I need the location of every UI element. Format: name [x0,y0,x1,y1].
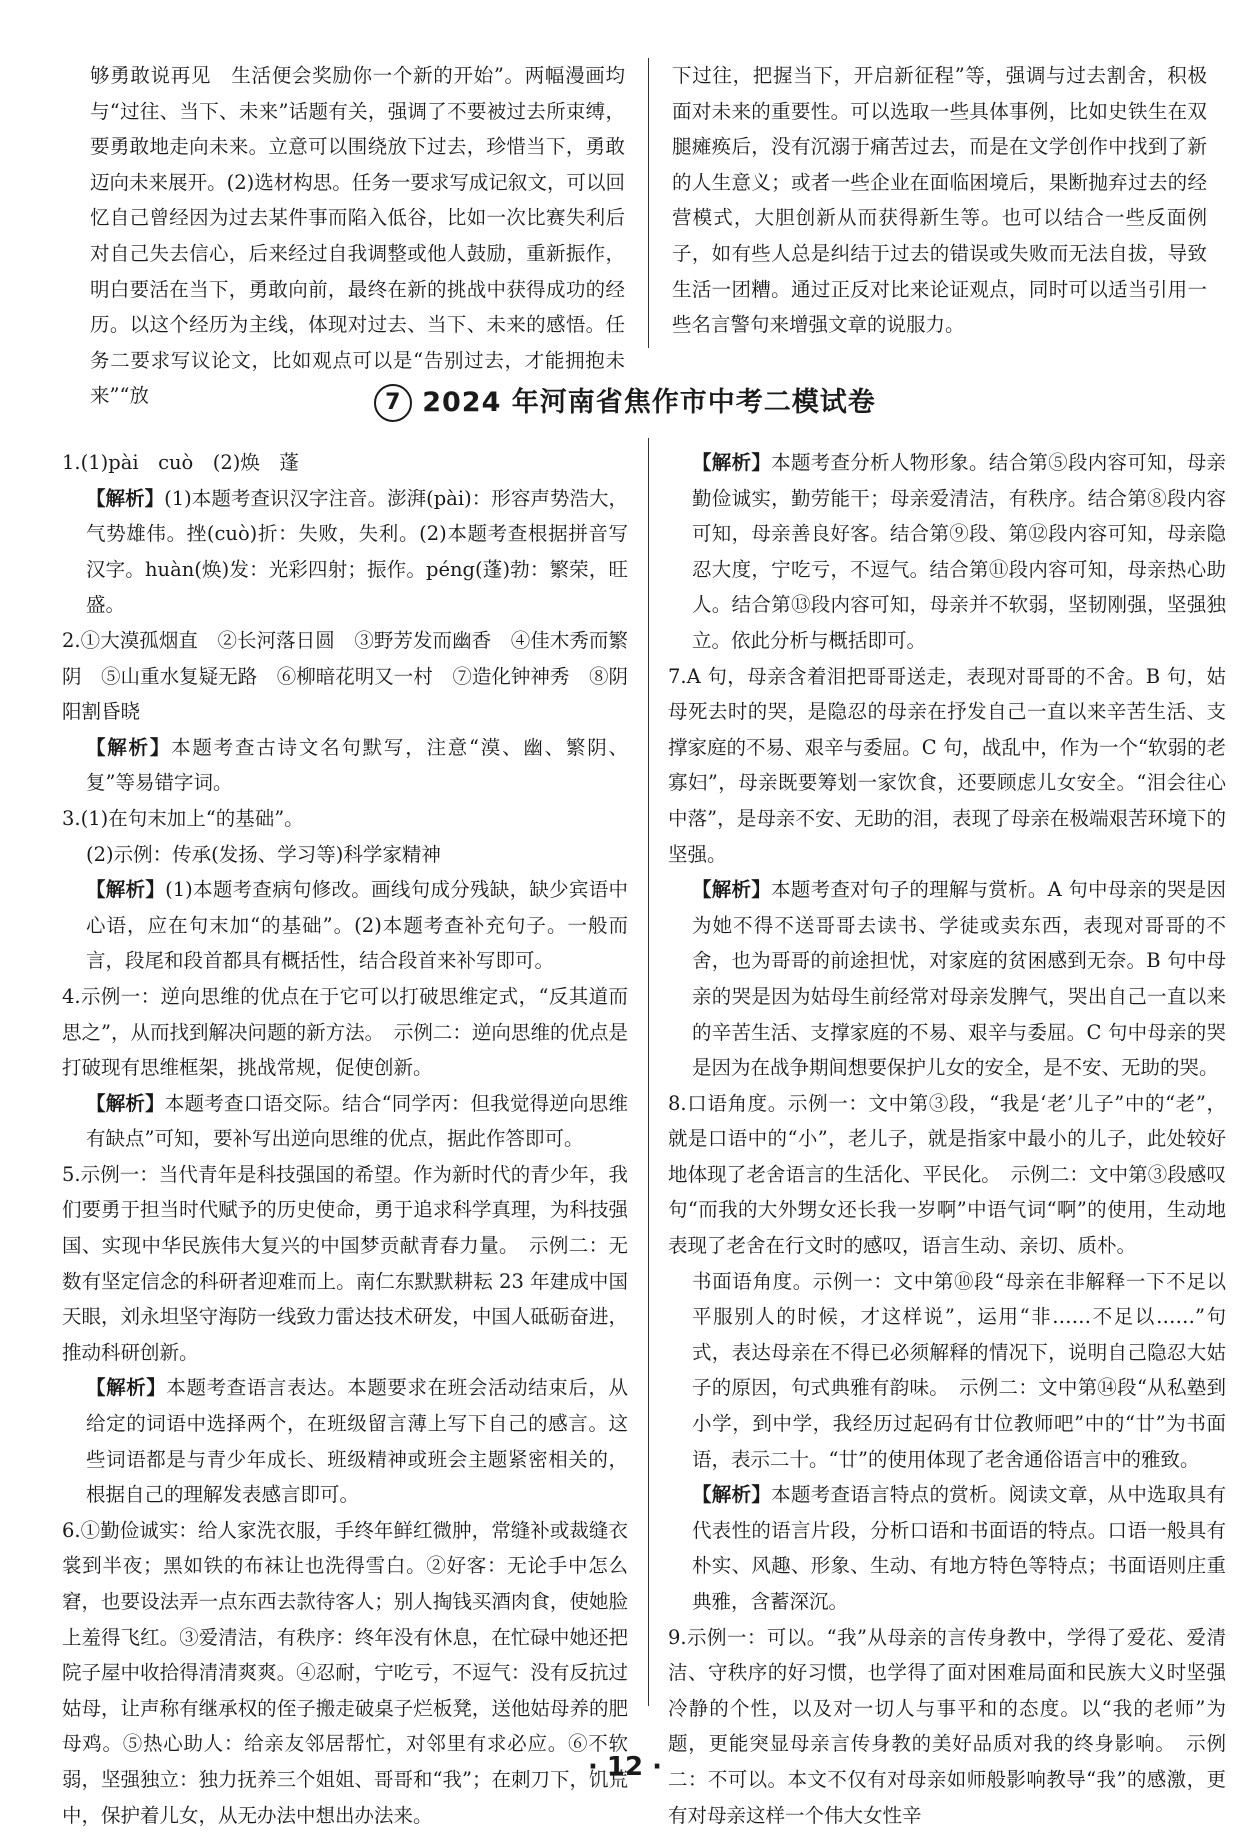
item-text: A 句，母亲含着泪把哥哥送走，表现对哥哥的不舍。B 句，姑母死去时的哭，是隐忍的母亲在抒发自己一直以来辛苦生活、支撑家庭的不易、艰辛与委屈。C 句，战乱中，作为一个“软弱的老寡妇”，母亲既要筹划一家饮食，还要顾虑儿女安全。“泪会往心中落”，是母亲不安、无助的泪，表现了母亲在极端艰苦环境下的坚强。 [668,664,1226,866]
analysis-paragraph [62,1370,628,1512]
item-text: 本题考查古诗文名句默写，注意“漠、幽、繁阴、复”等易错字词。 [86,735,628,795]
item-text: (1)本题考查识汉字注音。澎湃(pài)：形容声势浩大，气势雄伟。挫(cuò)折：失败，失利。(2)本题考查根据拼音写汉字。huàn(焕)发：光彩四射；振作。péng(蓬)勃：繁荣，旺盛。 [86,486,628,617]
item-number: 3. [62,806,81,830]
item-text: (1)在句末加上“的基础”。 [80,806,304,830]
item-number: 7. [668,664,687,688]
analysis-label: 【解析】 [86,486,165,510]
top-left-text: 够勇敢说再见 生活便会奖励你一个新的开始”。两幅漫画均与“过往、当下、未来”话题有关，强调了不要被过去所束缚，要勇敢地走向未来。立意可以围绕放下过去，珍惜当下，勇敢迈向未来展开。(2)选材构思。任务一要求写成记叙文，可以回忆自己曾经因为过去某件事而陷入低谷，比如一次比赛失利后对自己失去信心，后来经过自我调整或他人鼓励，重新振作，明白要活在当下，勇敢向前，最终在新的挑战中获得成功的经历。以这个经历为主线，体现对过去、当下、未来的感悟。任务二要求写议论文，比如观点可以是“告别过去，才能拥抱未来”“放 [90,64,625,408]
item-number: 5. [62,1162,81,1186]
item-text: ①大漠孤烟直 ②长河落日圆 ③野芳发而幽香 ④佳木秀而繁阴 ⑤山重水复疑无路 ⑥柳暗花明又一村 ⑦造化钟神秀 ⑧阴阳割昏晓 [62,628,628,724]
item-number: 1. [62,451,81,474]
item-text: 口语角度。示例一：文中第③段，“我是‘老’儿子”中的“老”，就是口语中的“小”，老儿子，就是指家中最小的儿子，此处较好地体现了老舍语言的生活化、平民化。 示例二：文中第③段感叹句“而我的大外甥女还长我一岁啊”中语气词“啊”的使用，生动地表现了老舍在行文时的感叹，语言生动、亲切、质朴。 [668,1091,1226,1258]
analysis-paragraph [62,730,628,801]
answer-item [668,1264,1226,1478]
item-text: 本题考查口语交际。结合“同学丙：但我觉得逆向思维有缺点”可知，要补写出逆向思维的优点，据此作答即可。 [86,1091,628,1151]
answer-item [62,445,628,481]
analysis-paragraph [62,1086,628,1157]
answer-item [62,979,628,1086]
analysis-label: 【解析】 [86,878,166,902]
analysis-label: 【解析】 [86,735,172,759]
answer-column-right [668,445,1226,1833]
column-divider-main [648,438,649,1706]
item-text: (1)本题考查病句修改。画线句成分残缺，缺少宾语中心语，应在句末加“的基础”。(2)本题考查补充句子。一般而言，段尾和段首都具有概括性，结合段首来补写即可。 [86,878,628,973]
item-text: 示例一：逆向思维的优点在于它可以打破思维定式，“反其道而思之”，从而找到解决问题的新方法。 示例二：逆向思维的优点是打破现有思维框架，挑战常规，促使创新。 [62,984,628,1080]
analysis-paragraph [668,872,1226,1086]
analysis-label: 【解析】 [692,451,772,474]
answer-item [62,1157,628,1371]
item-text: 示例一：可以。“我”从母亲的言传身教中，学得了爱花、爱清洁、守秩序的好习惯，也学得了面对困难局面和民族大义时坚强冷静的个性，以及对一切人与事平和的态度。以“我的老师”为题，更能突显母亲言传身教的美好品质对我的终身影响。 示例二：不可以。本文不仅有对母亲如师般影响教导“我”的感激，更有对母亲这样一个伟大女性辛 [668,1625,1226,1827]
item-text: 书面语角度。示例一：文中第⑩段“母亲在非解释一下不足以平服别人的时候，才这样说”，运用“非……不足以……”句式，表达母亲在不得已必须解释的情况下，说明自己隐忍大姑子的原因，句式典雅有韵味。 示例二：文中第⑭段“从私塾到小学，到中学，我经历过起码有廿位教师吧”中的“廿”为书面语，表示二十。“廿”的使用体现了老舍通俗语言中的雅致。 [692,1269,1226,1471]
analysis-label: 【解析】 [692,878,772,902]
answer-item [62,1513,628,1833]
top-right-text: 下过往，把握当下，开启新征程”等，强调与过去割舍，积极面对未来的重要性。可以选取一些具体事例，比如史铁生在双腿瘫痪后，没有沉溺于痛苦过去，而是在文学创作中找到了新的人生意义；或者一些企业在面临困境后，果断抛弃过去的经营模式，大胆创新从而获得新生等。也可以结合一些反面例子，如有些人总是纠结于过去的错误或失败而无法自拔，导致生活一团糟。通过正反对比来论证观点，同时可以适当引用一些名言警句来增强文章的说服力。 [672,64,1207,337]
analysis-paragraph [668,445,1226,659]
item-number: 2. [62,628,81,652]
answer-item [62,801,628,837]
item-number: 8. [668,1091,687,1115]
section-title-text: 2024 年河南省焦作市中考二模试卷 [422,387,876,418]
page-number: · 12 · [587,1752,663,1782]
answer-column-left [62,445,628,1833]
item-number: 9. [668,1625,687,1649]
item-text: 示例一：当代青年是科技强国的希望。作为新时代的青少年，我们要勇于担当时代赋予的历史使命，勇于追求科学真理，为科技强国、实现中华民族伟大复兴的中国梦贡献青春力量。 示例二：无数有坚定信念的科研者迎难而上。南仁东默默耕耘 23 年建成中国天眼，刘永坦坚守海防一线致力雷达技术研发，中国人砥砺奋进，推动科研创新。 [62,1162,628,1364]
analysis-label: 【解析】 [692,1483,772,1507]
answer-item [62,623,628,730]
top-left-column [90,58,625,414]
answer-item [668,1086,1226,1264]
item-text: 本题考查语言特点的赏析。阅读文章，从中选取具有代表性的语言片段，分析口语和书面语的特点。口语一般具有朴实、风趣、形象、生动、有地方特色等特点；书面语则庄重典雅，含蓄深沉。 [692,1483,1226,1613]
analysis-label: 【解析】 [86,1091,165,1115]
item-text: ①勤俭诚实：给人家洗衣服，手终年鲜红微肿，常缝补或裁缝衣裳到半夜；黑如铁的布袜让也洗得雪白。②好客：无论手中怎么窘，也要设法弄一点东西去款待客人；别人掏钱买酒肉食，使她脸上羞得飞红。③爱清洁，有秩序：终年没有休息，在忙碌中她还把院子屋中收拾得清清爽爽。④忍耐，宁吃亏，不逗气：没有反抗过姑母，让声称有继承权的侄子搬走破桌子烂板凳，送他姑母养的肥母鸡。⑤热心助人：给亲友邻居帮忙，对邻里有求必应。⑥不软弱，坚强独立：独力抚养三个姐姐、哥哥和“我”；在刺刀下，饥荒中，保护着儿女，从无办法中想出办法来。 [62,1518,628,1827]
top-right-column [672,58,1207,343]
answer-item [668,659,1226,873]
answer-item [62,837,628,873]
answer-item [668,1620,1226,1833]
item-text: (2)示例：传承(发扬、学习等)科学家精神 [86,842,441,866]
column-divider-top [648,58,649,348]
analysis-paragraph [62,872,628,979]
section-number-badge: 7 [374,384,412,422]
analysis-paragraph [668,1477,1226,1619]
analysis-paragraph [62,481,628,623]
item-text: 本题考查对句子的理解与赏析。A 句中母亲的哭是因为她不得不送哥哥去读书、学徒或卖东西，表现对哥哥的不舍，也为哥哥的前途担忧，对家庭的贫困感到无奈。B 句中母亲的哭是因为姑母生前经常对母亲发脾气，哭出自己一直以来的辛苦生活、支撑家庭的不易、艰辛与委屈。C 句中母亲的哭是因为在战争期间想要保护儿女的安全，是不安、无助的哭。 [692,878,1226,1080]
section-title [0,380,1250,422]
item-text: 本题考查语言表达。本题要求在班会活动结束后，从给定的词语中选择两个，在班级留言薄上写下自己的感言。这些词语都是与青少年成长、班级精神或班会主题紧密相关的，根据自己的理解发表感言即可。 [86,1376,628,1507]
analysis-label: 【解析】 [86,1376,167,1400]
item-number: 4. [62,984,81,1008]
item-number: 6. [62,1518,81,1542]
item-text: (1)pài cuò (2)焕 蓬 [80,451,299,474]
item-text: 本题考查分析人物形象。结合第⑤段内容可知，母亲勤俭诚实，勤劳能干；母亲爱清洁，有秩序。结合第⑧段内容可知，母亲善良好客。结合第⑨段、第⑫段内容可知，母亲隐忍大度，宁吃亏，不逗气。结合第⑪段内容可知，母亲热心助人。结合第⑬段内容可知，母亲并不软弱，坚韧刚强，坚强独立。依此分析与概括即可。 [692,451,1226,652]
